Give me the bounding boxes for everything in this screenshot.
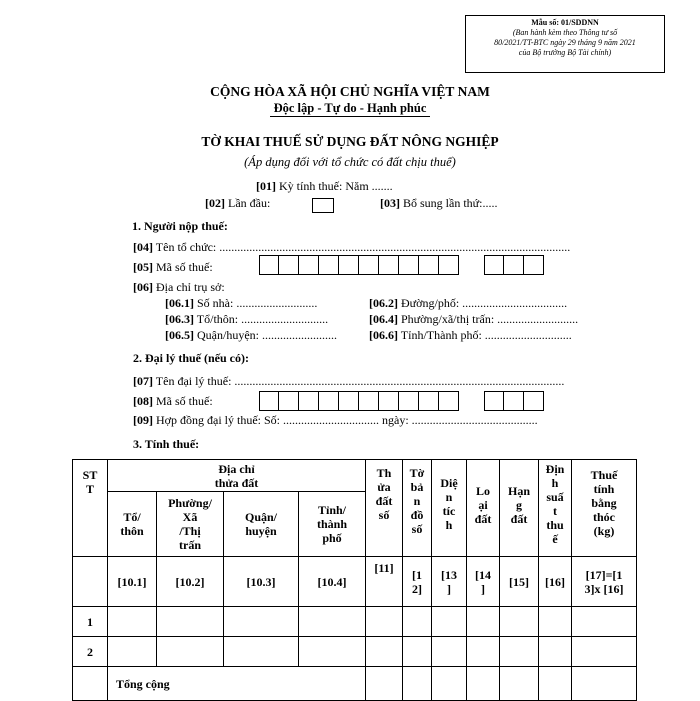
- field-06-3: [06.3] Tổ/thôn: .............................: [165, 312, 329, 326]
- form-title: TỜ KHAI THUẾ SỬ DỤNG ĐẤT NÔNG NGHIỆP: [201, 134, 499, 149]
- total-label: Tổng cộng: [108, 667, 366, 701]
- row-number: 2: [73, 637, 108, 667]
- col-address-group: Địa chỉ thửa đất: [108, 460, 366, 492]
- field-period: [01] Kỳ tính thuế: Năm .......: [256, 179, 393, 193]
- form-note-line2: 80/2021/TT-BTC ngày 29 tháng 9 năm 2021: [494, 38, 636, 47]
- code-row: [73, 557, 637, 607]
- tax-calculation-table: [72, 459, 637, 701]
- agent-tax-code-boxes[interactable]: [259, 391, 459, 411]
- code-cell: [10.3]: [224, 557, 299, 607]
- form-subtitle: (Áp dụng đối với tổ chức có đất chịu thuế): [244, 155, 456, 169]
- field-06-1: [06.1] Số nhà: ...........................: [165, 296, 318, 310]
- col-land-grade: Hạn g đất: [500, 460, 539, 557]
- code-cell: [16]: [539, 557, 572, 607]
- code-cell: [14 ]: [467, 557, 500, 607]
- code-cell: [10.2]: [157, 557, 224, 607]
- field-04-org-name: [04] Tên tổ chức: .....................................................................................................................: [133, 240, 571, 254]
- form-note-line1: (Ban hành kèm theo Thông tư số: [512, 28, 618, 37]
- section-2-heading: 2. Đại lý thuế (nếu có):: [133, 351, 249, 365]
- code-cell: [11]: [366, 557, 403, 607]
- col-area: Diệ n tíc h: [432, 460, 467, 557]
- form-code: Mẫu số: 01/SDDNN: [531, 18, 599, 27]
- field-09-contract: [09] Hợp đồng đại lý thuế: Số: ................................ ngày: ..........................................: [133, 413, 538, 427]
- field-07-agent-name: [07] Tên đại lý thuế: ..............................................................................................................: [133, 374, 565, 388]
- field-06-5: [06.5] Quận/huyện: .........................: [165, 328, 337, 342]
- col-map-sheet: Tờ bả n đồ số: [403, 460, 432, 557]
- col-district: Quận/ huyện: [224, 492, 299, 557]
- field-08-agent-tax-code-label: [08] Mã số thuế:: [133, 394, 213, 408]
- motto: Độc lập - Tự do - Hạnh phúc: [0, 101, 700, 116]
- agent-tax-code-suffix-boxes[interactable]: [484, 391, 544, 411]
- field-06-4: [06.4] Phường/xã/thị trấn: ...........................: [369, 312, 579, 326]
- code-cell: [17]=[1 3]x [16]: [572, 557, 637, 607]
- form-code-box: [465, 15, 665, 73]
- tax-code-boxes[interactable]: [259, 255, 459, 275]
- field-supplement: [03] Bổ sung lần thứ:.....: [380, 196, 498, 210]
- field-first-time: [02] Lần đầu:: [205, 196, 271, 210]
- field-05-tax-code-label: [05] Mã số thuế:: [133, 260, 213, 274]
- col-plot-number: Th ửa đất số: [366, 460, 403, 557]
- tax-code-suffix-boxes[interactable]: [484, 255, 544, 275]
- code-cell: [1 2]: [403, 557, 432, 607]
- section-3-heading: 3. Tính thuế:: [133, 437, 200, 451]
- code-cell: [10.4]: [299, 557, 366, 607]
- col-tax-rate: Địn h suấ t thu ế: [539, 460, 572, 557]
- field-06-address: [06] Địa chỉ trụ sở:: [133, 280, 225, 294]
- code-cell: [15]: [500, 557, 539, 607]
- table-row: [73, 637, 637, 667]
- col-stt: ST T: [73, 460, 108, 557]
- col-hamlet: Tổ/ thôn: [108, 492, 157, 557]
- form-note-line3: của Bộ trưởng Bộ Tài chính): [518, 48, 612, 57]
- table-row: [73, 607, 637, 637]
- col-province: Tỉnh/ thành phố: [299, 492, 366, 557]
- total-row: [73, 667, 637, 701]
- col-ward: Phường/ Xã /Thị trấn: [157, 492, 224, 557]
- col-tax-in-paddy: Thuế tính bằng thóc (kg): [572, 460, 637, 557]
- field-06-6: [06.6] Tỉnh/Thành phố: .............................: [369, 328, 572, 342]
- row-number: 1: [73, 607, 108, 637]
- country-header: CỘNG HÒA XÃ HỘI CHỦ NGHĨA VIỆT NAM: [210, 84, 490, 99]
- section-1-heading: 1. Người nộp thuế:: [132, 219, 228, 233]
- col-land-type: Lo ại đất: [467, 460, 500, 557]
- first-time-checkbox[interactable]: [312, 198, 334, 213]
- field-06-2: [06.2] Đường/phố: ...................................: [369, 296, 568, 310]
- code-cell: [10.1]: [108, 557, 157, 607]
- code-cell: [13 ]: [432, 557, 467, 607]
